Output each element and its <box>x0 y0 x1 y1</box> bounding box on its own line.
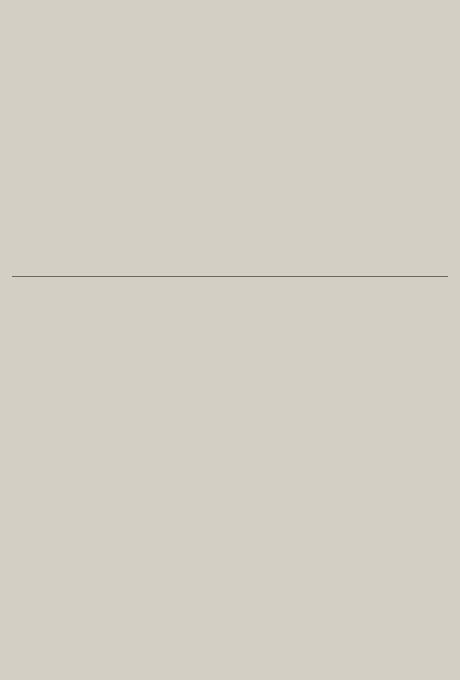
section-divider <box>12 276 448 277</box>
